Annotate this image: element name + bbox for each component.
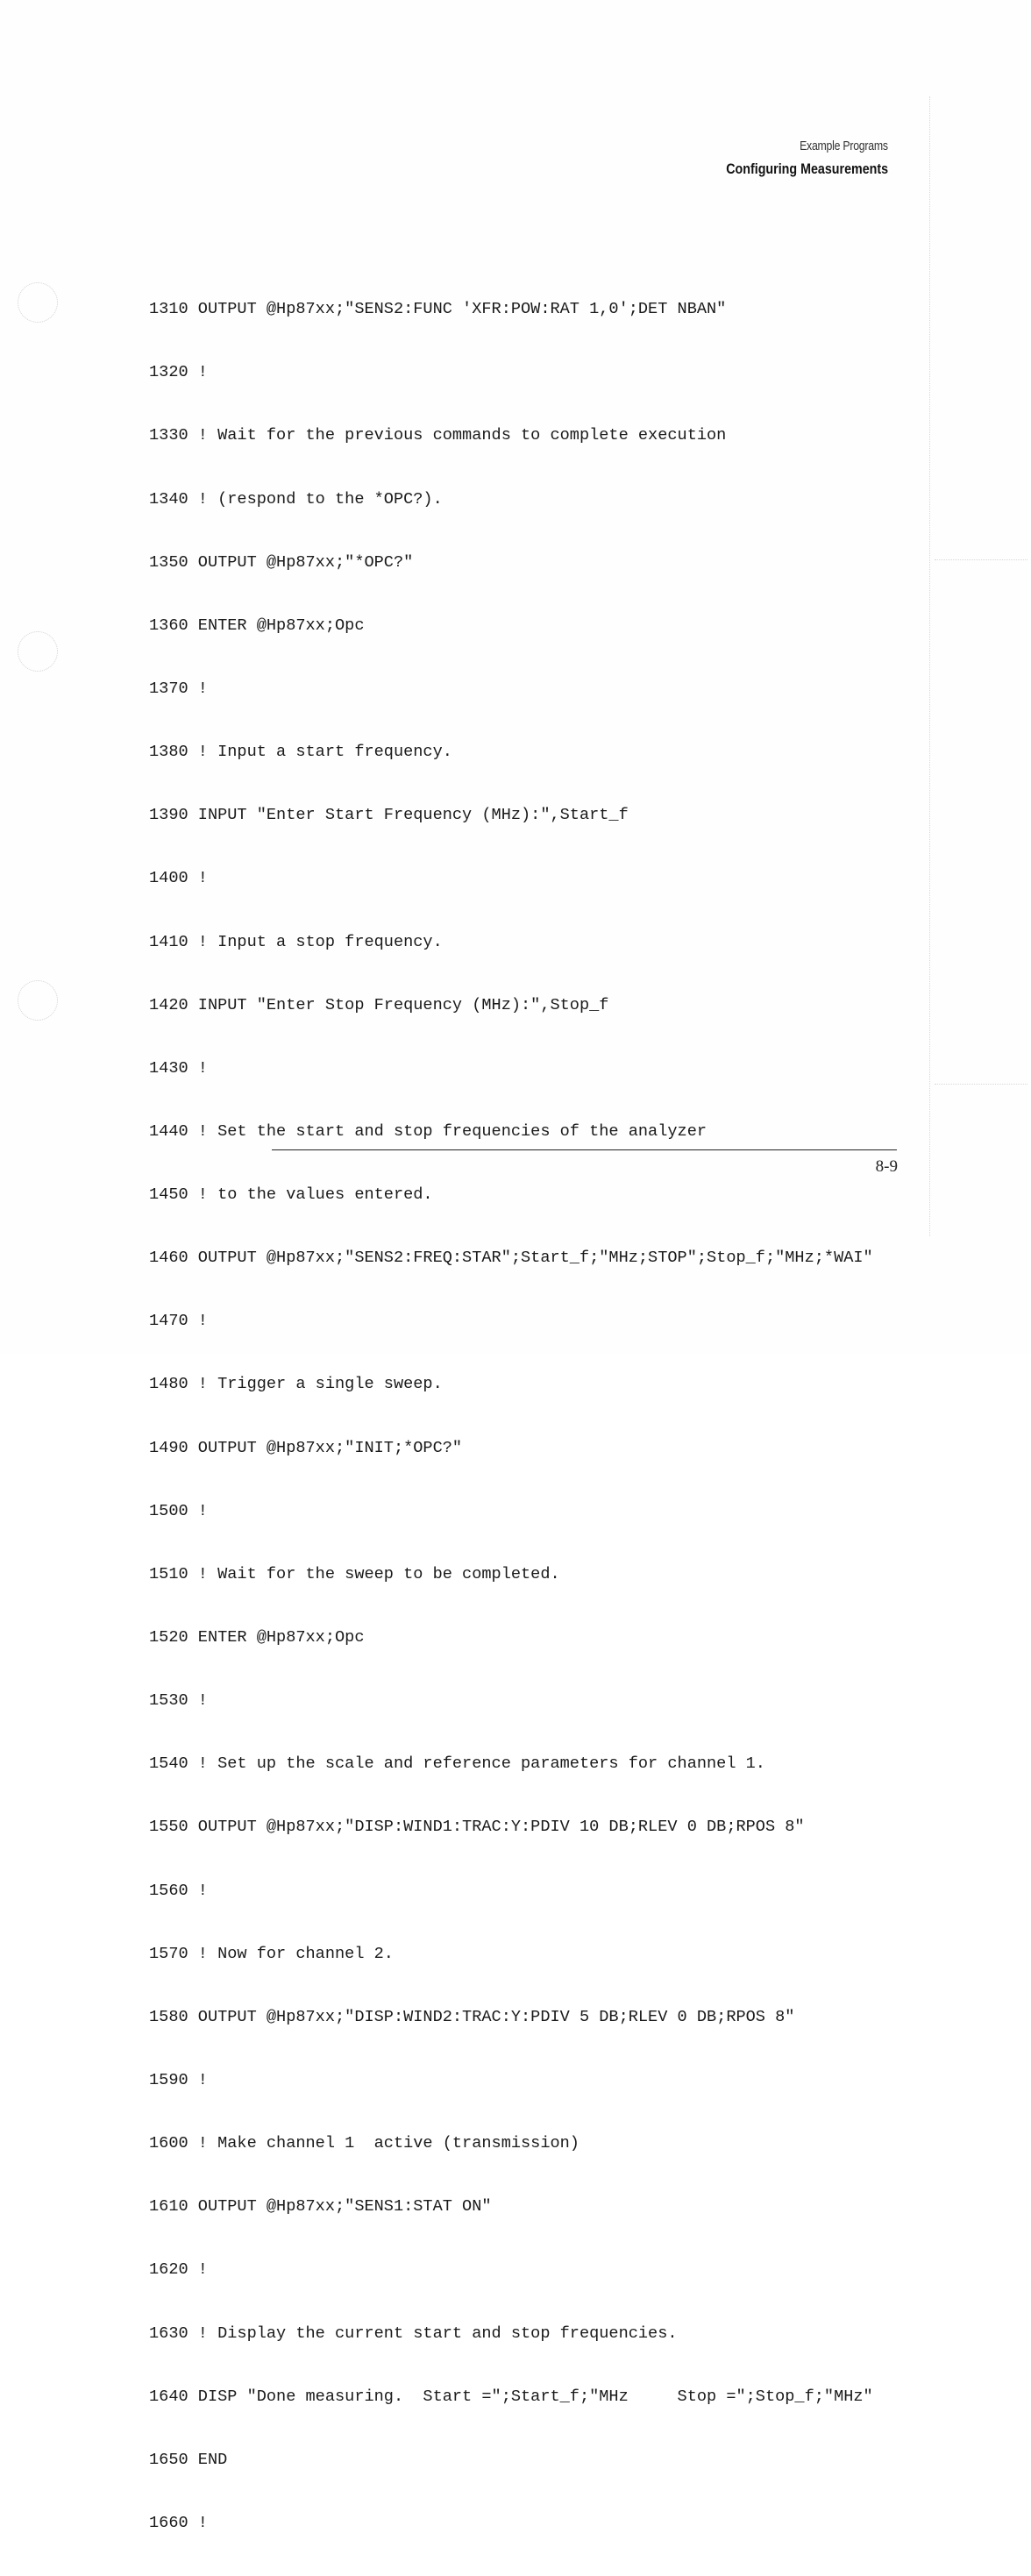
code-line: 1510 ! Wait for the sweep to be completed. <box>149 1564 560 1583</box>
code-line: 1600 ! Make channel 1 active (transmission) <box>149 2134 579 2153</box>
code-line: 1370 ! <box>149 679 208 698</box>
code-line: 1630 ! Display the current start and stop frequencies. <box>149 2323 678 2343</box>
code-line: 1310 OUTPUT @Hp87xx;"SENS2:FUNC 'XFR:POW:RAT 1,0';DET NBAN" <box>149 300 727 319</box>
binder-hole-middle <box>18 631 58 672</box>
code-line: 1450 ! to the values entered. <box>149 1185 433 1205</box>
code-line: 1390 INPUT "Enter Start Frequency (MHz):",Start_f <box>149 806 629 825</box>
code-line: 1350 OUTPUT @Hp87xx;"*OPC?" <box>149 552 414 572</box>
running-header-title: Configuring Measurements <box>726 160 888 177</box>
code-line: 1650 END <box>149 2450 228 2469</box>
program-listing <box>149 257 873 2576</box>
running-header-section: Example Programs <box>800 139 888 153</box>
code-line: 1570 ! Now for channel 2. <box>149 1944 394 1963</box>
code-line: 1580 OUTPUT @Hp87xx;"DISP:WIND2:TRAC:Y:PDIV 5 DB;RLEV 0 DB;RPOS 8" <box>149 2007 795 2026</box>
page-edge-tick-upper <box>935 559 1027 560</box>
footer-rule <box>272 1149 897 1150</box>
code-line: 1430 ! <box>149 1058 208 1078</box>
code-line: 1470 ! <box>149 1312 208 1331</box>
code-line: 1400 ! <box>149 869 208 888</box>
code-line: 1440 ! Set the start and stop frequencies of the analyzer <box>149 1121 707 1141</box>
code-line: 1500 ! <box>149 1501 208 1520</box>
code-line: 1460 OUTPUT @Hp87xx;"SENS2:FREQ:STAR";Start_f;"MHz;STOP";Stop_f;"MHz;*WAI" <box>149 1249 873 1268</box>
code-line: 1340 ! (respond to the *OPC?). <box>149 489 443 509</box>
code-line: 1640 DISP "Done measuring. Start =";Start_f;"MHz Stop =";Stop_f;"MHz" <box>149 2387 873 2406</box>
binder-hole-bottom <box>18 980 58 1021</box>
code-line: 1380 ! Input a start frequency. <box>149 743 452 762</box>
code-line: 1420 INPUT "Enter Stop Frequency (MHz):",Stop_f <box>149 995 609 1014</box>
code-line: 1480 ! Trigger a single sweep. <box>149 1375 443 1394</box>
code-line: 1410 ! Input a stop frequency. <box>149 932 443 951</box>
page-number: 8-9 <box>875 1157 898 1176</box>
binder-hole-top <box>18 282 58 323</box>
code-line: 1540 ! Set up the scale and reference parameters for channel 1. <box>149 1754 765 1774</box>
page-edge-tick-lower <box>935 1084 1027 1085</box>
code-line: 1520 ENTER @Hp87xx;Opc <box>149 1628 365 1647</box>
code-line: 1360 ENTER @Hp87xx;Opc <box>149 616 365 635</box>
code-line: 1530 ! <box>149 1691 208 1711</box>
code-line: 1610 OUTPUT @Hp87xx;"SENS1:STAT ON" <box>149 2197 492 2217</box>
code-line: 1660 ! <box>149 2514 208 2533</box>
code-line: 1590 ! <box>149 2071 208 2090</box>
page-edge-line <box>929 96 930 1236</box>
code-line: 1320 ! <box>149 363 208 382</box>
code-line: 1560 ! <box>149 1881 208 1900</box>
code-line: 1620 ! <box>149 2260 208 2280</box>
code-line: 1490 OUTPUT @Hp87xx;"INIT;*OPC?" <box>149 1438 463 1457</box>
code-line: 1550 OUTPUT @Hp87xx;"DISP:WIND1:TRAC:Y:PDIV 10 DB;RLEV 0 DB;RPOS 8" <box>149 1818 805 1837</box>
code-line: 1330 ! Wait for the previous commands to complete execution <box>149 426 727 445</box>
